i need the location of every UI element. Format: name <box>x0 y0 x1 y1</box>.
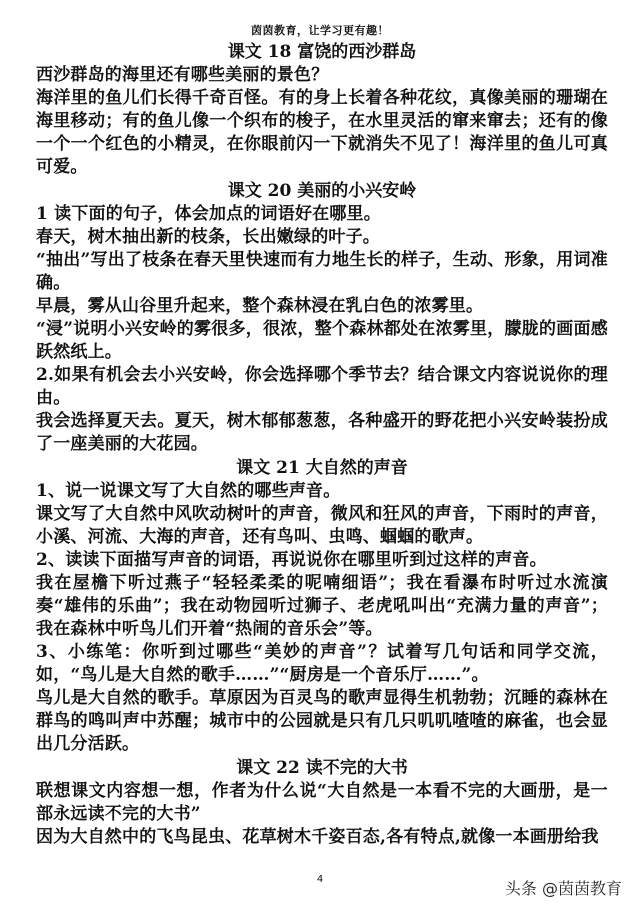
section-lesson-20 <box>36 179 608 456</box>
example-sentence: 春天，树木抽出新的枝条，长出嫩绿的叶子。 <box>36 227 380 247</box>
question-paragraph: 2.如果有机会去小兴安岭，你会选择哪个季节去？结合课文内容说说你的理由。 <box>36 365 608 408</box>
question-paragraph: 2、读读下面描写声音的词语，再说说你在哪里听到过这样的声音。 <box>36 550 547 570</box>
answer-paragraph: 因为大自然中的飞鸟昆虫、花草树木千姿百态,各有特点,就像一本画册给我 <box>36 827 599 847</box>
answer-paragraph: 课文写了大自然中风吹动树叶的声音，微风和狂风的声音，下雨时的声音，小溪、河流、大海的声音，还有鸟叫、虫鸣、蝈蝈的歌声。 <box>36 504 608 547</box>
page-number: 4 <box>316 874 324 885</box>
section-title: 课文 21 大自然的声音 <box>236 458 408 478</box>
answer-paragraph: 我会选择夏天去。夏天，树木郁郁葱葱，各种盛开的野花把小兴安岭装扮成了一座美丽的大花园。 <box>36 411 608 454</box>
answer-paragraph: “抽出”写出了枝条在春天里快速而有力地生长的样子，生动、形象，用词准确。 <box>36 250 608 293</box>
question-paragraph: 3、小练笔：你听到过哪些“美妙的声音”？试着写几句话和同学交流，如，“鸟儿是大自然的歌手……”“厨房是一个音乐厅……”。 <box>36 642 608 685</box>
section-lesson-22 <box>36 756 608 849</box>
example-sentence: 早晨，雾从山谷里升起来，整个森林浸在乳白色的浓雾里。 <box>36 296 484 316</box>
answer-paragraph: 海洋里的鱼儿们长得千奇百怪。有的身上长着各种花纹，真像美丽的珊瑚在海里移动；有的鱼儿像一个织布的梭子，在水里灵活的窜来窜去；还有的像一个一个红色的小精灵，在你眼前闪一下就消失不见了！海洋里的鱼儿可真可爱。 <box>36 88 608 177</box>
section-lesson-21 <box>36 456 608 756</box>
question-paragraph: 西沙群岛的海里还有哪些美丽的景色？ <box>36 65 329 85</box>
page-header: 茵茵教育，让学习更有趣！ <box>251 24 389 37</box>
document-body <box>36 40 608 849</box>
question-paragraph: 1、说一说课文写了大自然的哪些声音。 <box>36 481 341 501</box>
section-title: 课文 22 读不完的大书 <box>236 758 408 778</box>
section-title: 课文 18 富饶的西沙群岛 <box>227 42 417 62</box>
question-paragraph: 1 读下面的句子，体会加点的词语好在哪里。 <box>36 204 381 224</box>
section-lesson-18 <box>36 40 608 179</box>
question-paragraph: 联想课文内容想一想，作者为什么说“大自然是一本看不完的大画册，是一部永远读不完的大书” <box>36 781 608 824</box>
section-title: 课文 20 美丽的小兴安岭 <box>227 181 417 201</box>
answer-paragraph: 鸟儿是大自然的歌手。草原因为百灵鸟的歌声显得生机勃勃；沉睡的森林在群鸟的鸣叫声中苏醒；城市中的公园就是只有几只叽叽喳喳的麻雀，也会显出几分活跃。 <box>36 688 608 754</box>
watermark-logo: 头条 @茵茵教育 <box>504 879 622 898</box>
answer-paragraph: 我在屋檐下听过燕子“轻轻柔柔的呢喃细语”；我在看瀑布时听过水流演奏“雄伟的乐曲”；我在动物园听过狮子、老虎吼叫出“充满力量的声音”；我在森林中听鸟儿们开着“热闹的音乐会”等。 <box>36 573 608 639</box>
answer-paragraph: “浸”说明小兴安岭的雾很多，很浓，整个森林都处在浓雾里，朦胧的画面感跃然纸上。 <box>36 319 608 362</box>
